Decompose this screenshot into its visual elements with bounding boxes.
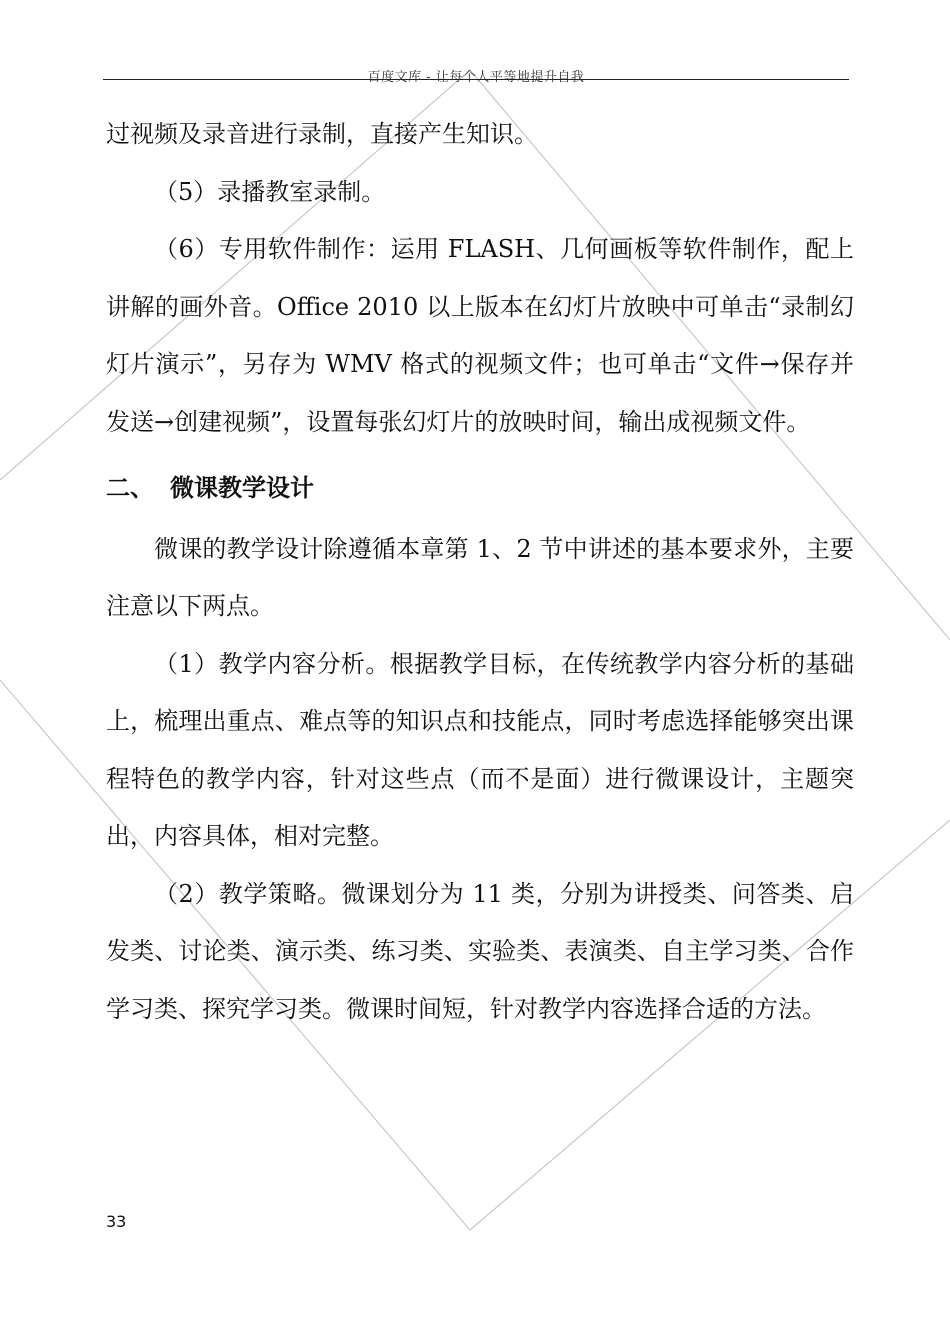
document-body [106,106,854,1038]
paragraph: 微课的教学设计除遵循本章第 1、2 节中讲述的基本要求外，主要注意以下两点。 [106,534,854,620]
page-number: 33 [106,1212,127,1231]
paragraph: （1）教学内容分析。根据教学目标，在传统教学内容分析的基础上，梳理出重点、难点等的知识点和技能点，同时考虑选择能够突出课程特色的教学内容，针对这些点（而不是面）进行微课设计，主题突出，内容具体，相对完整。 [106,649,854,850]
section-heading-title: 微课教学设计 [170,473,314,502]
page-header: 百度文库 - 让每个人平等地提升自我 [367,70,585,85]
section-heading [106,459,854,517]
paragraph: 过视频及录音进行录制，直接产生知识。 [106,120,538,148]
section-heading-number: 二、 [106,473,154,502]
header-divider [103,79,849,80]
paragraph: （2）教学策略。微课划分为 11 类，分别为讲授类、问答类、启发类、讨论类、演示类、练习类、实验类、表演类、自主学习类、合作学习类、探究学习类。微课时间短，针对教学内容选择合适的方法。 [106,879,854,1023]
paragraph: （5）录播教室录制。 [154,177,386,206]
paragraph: （6）专用软件制作：运用 FLASH、几何画板等软件制作，配上讲解的画外音。Office 2010 以上版本在幻灯片放映中可单击“录制幻灯片演示”，另存为 WMV 格式的视频文件；也可单击“文件→保存并发送→创建视频”，设置每张幻灯片的放映时间，输出成视频文件。 [106,235,854,436]
